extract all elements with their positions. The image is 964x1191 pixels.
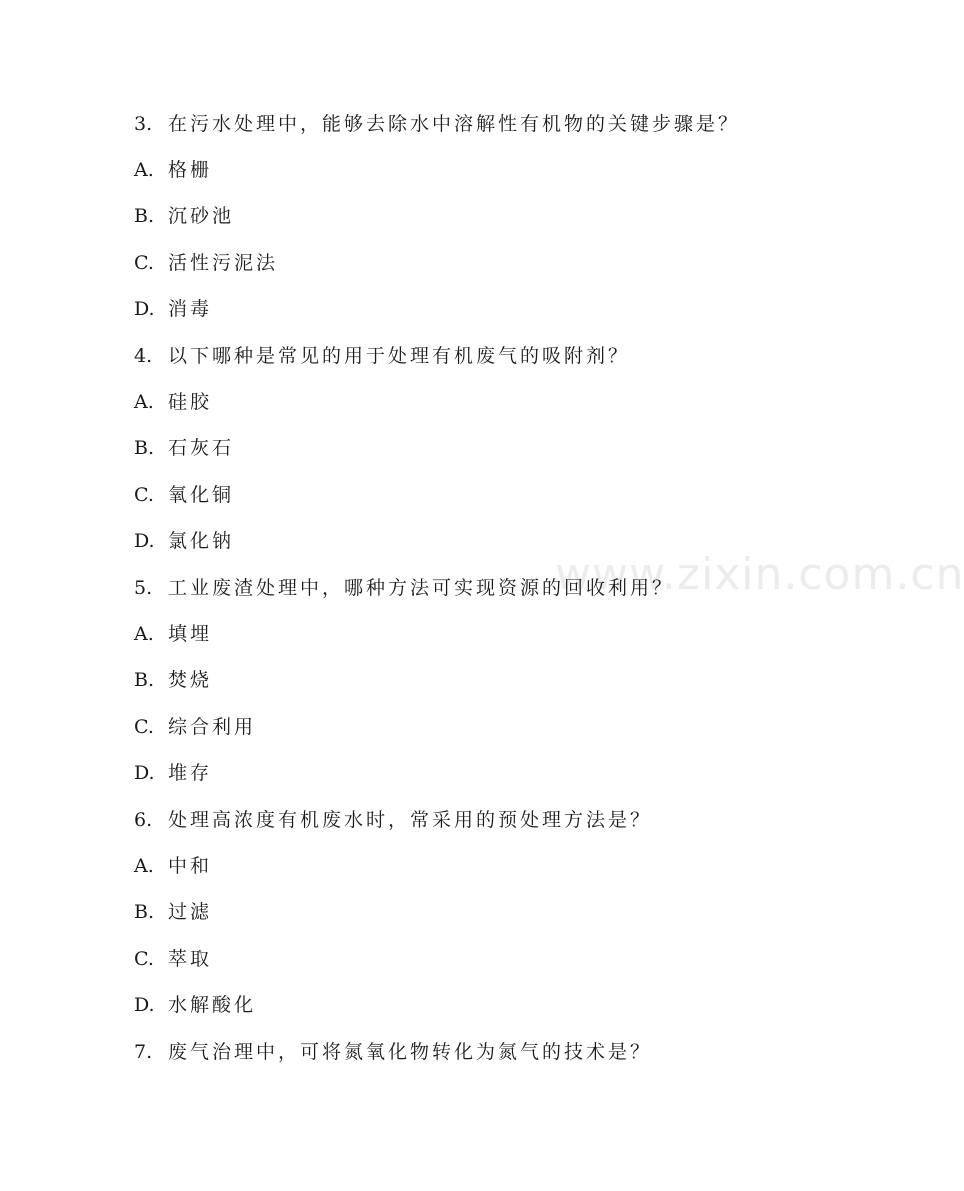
option-text: 堆存 bbox=[168, 762, 213, 784]
option-4c bbox=[134, 483, 234, 507]
option-3d bbox=[134, 297, 212, 321]
option-text: 氯化钠 bbox=[168, 530, 235, 552]
option-text: 硅胶 bbox=[168, 391, 213, 413]
option-6b bbox=[134, 900, 212, 924]
option-letter: B. bbox=[134, 437, 155, 459]
option-letter: A. bbox=[134, 391, 154, 413]
option-text: 焚烧 bbox=[168, 669, 213, 691]
question-number: 6. bbox=[134, 809, 153, 831]
option-letter: C. bbox=[134, 716, 154, 738]
option-text: 水解酸化 bbox=[168, 994, 257, 1016]
question-text: 废气治理中，可将氮氧化物转化为氮气的技术是？ bbox=[168, 1041, 653, 1063]
question-3 bbox=[134, 112, 740, 136]
option-letter: B. bbox=[134, 669, 155, 691]
option-letter: C. bbox=[134, 484, 154, 506]
option-3a bbox=[134, 158, 212, 182]
option-4a bbox=[134, 390, 212, 414]
question-7 bbox=[134, 1040, 652, 1064]
option-letter: C. bbox=[134, 252, 154, 274]
option-letter: D. bbox=[134, 994, 155, 1016]
option-4d bbox=[134, 529, 234, 553]
option-6c bbox=[134, 947, 212, 971]
option-letter: D. bbox=[134, 530, 155, 552]
option-text: 消毒 bbox=[168, 298, 213, 320]
question-6 bbox=[134, 808, 652, 832]
question-4 bbox=[134, 344, 630, 368]
option-text: 氧化铜 bbox=[168, 484, 235, 506]
option-5d bbox=[134, 761, 212, 785]
option-letter: D. bbox=[134, 762, 155, 784]
option-letter: D. bbox=[134, 298, 155, 320]
option-text: 中和 bbox=[168, 855, 213, 877]
option-5c bbox=[134, 715, 256, 739]
option-6d bbox=[134, 993, 256, 1017]
option-3b bbox=[134, 204, 234, 228]
question-number: 3. bbox=[134, 113, 153, 135]
question-5 bbox=[134, 576, 674, 600]
option-text: 萃取 bbox=[168, 948, 213, 970]
question-number: 4. bbox=[134, 345, 153, 367]
option-5b bbox=[134, 668, 212, 692]
watermark: www.zixin.com.cn bbox=[555, 549, 964, 600]
option-letter: A. bbox=[134, 855, 154, 877]
option-3c bbox=[134, 251, 278, 275]
question-text: 工业废渣处理中，哪种方法可实现资源的回收利用？ bbox=[168, 577, 675, 599]
option-text: 综合利用 bbox=[168, 716, 257, 738]
question-number: 7. bbox=[134, 1041, 153, 1063]
option-letter: B. bbox=[134, 901, 155, 923]
option-text: 活性污泥法 bbox=[168, 252, 279, 274]
question-text: 在污水处理中，能够去除水中溶解性有机物的关键步骤是？ bbox=[168, 113, 741, 135]
option-letter: A. bbox=[134, 623, 154, 645]
question-number: 5. bbox=[134, 577, 153, 599]
option-text: 石灰石 bbox=[168, 437, 235, 459]
option-text: 过滤 bbox=[168, 901, 213, 923]
option-text: 沉砂池 bbox=[168, 205, 235, 227]
question-text: 处理高浓度有机废水时，常采用的预处理方法是？ bbox=[168, 809, 653, 831]
option-4b bbox=[134, 436, 234, 460]
option-text: 填埋 bbox=[168, 623, 213, 645]
option-letter: C. bbox=[134, 948, 154, 970]
option-6a bbox=[134, 854, 212, 878]
option-5a bbox=[134, 622, 212, 646]
option-letter: A. bbox=[134, 159, 154, 181]
question-text: 以下哪种是常见的用于处理有机废气的吸附剂？ bbox=[168, 345, 631, 367]
option-letter: B. bbox=[134, 205, 155, 227]
option-text: 格栅 bbox=[168, 159, 213, 181]
